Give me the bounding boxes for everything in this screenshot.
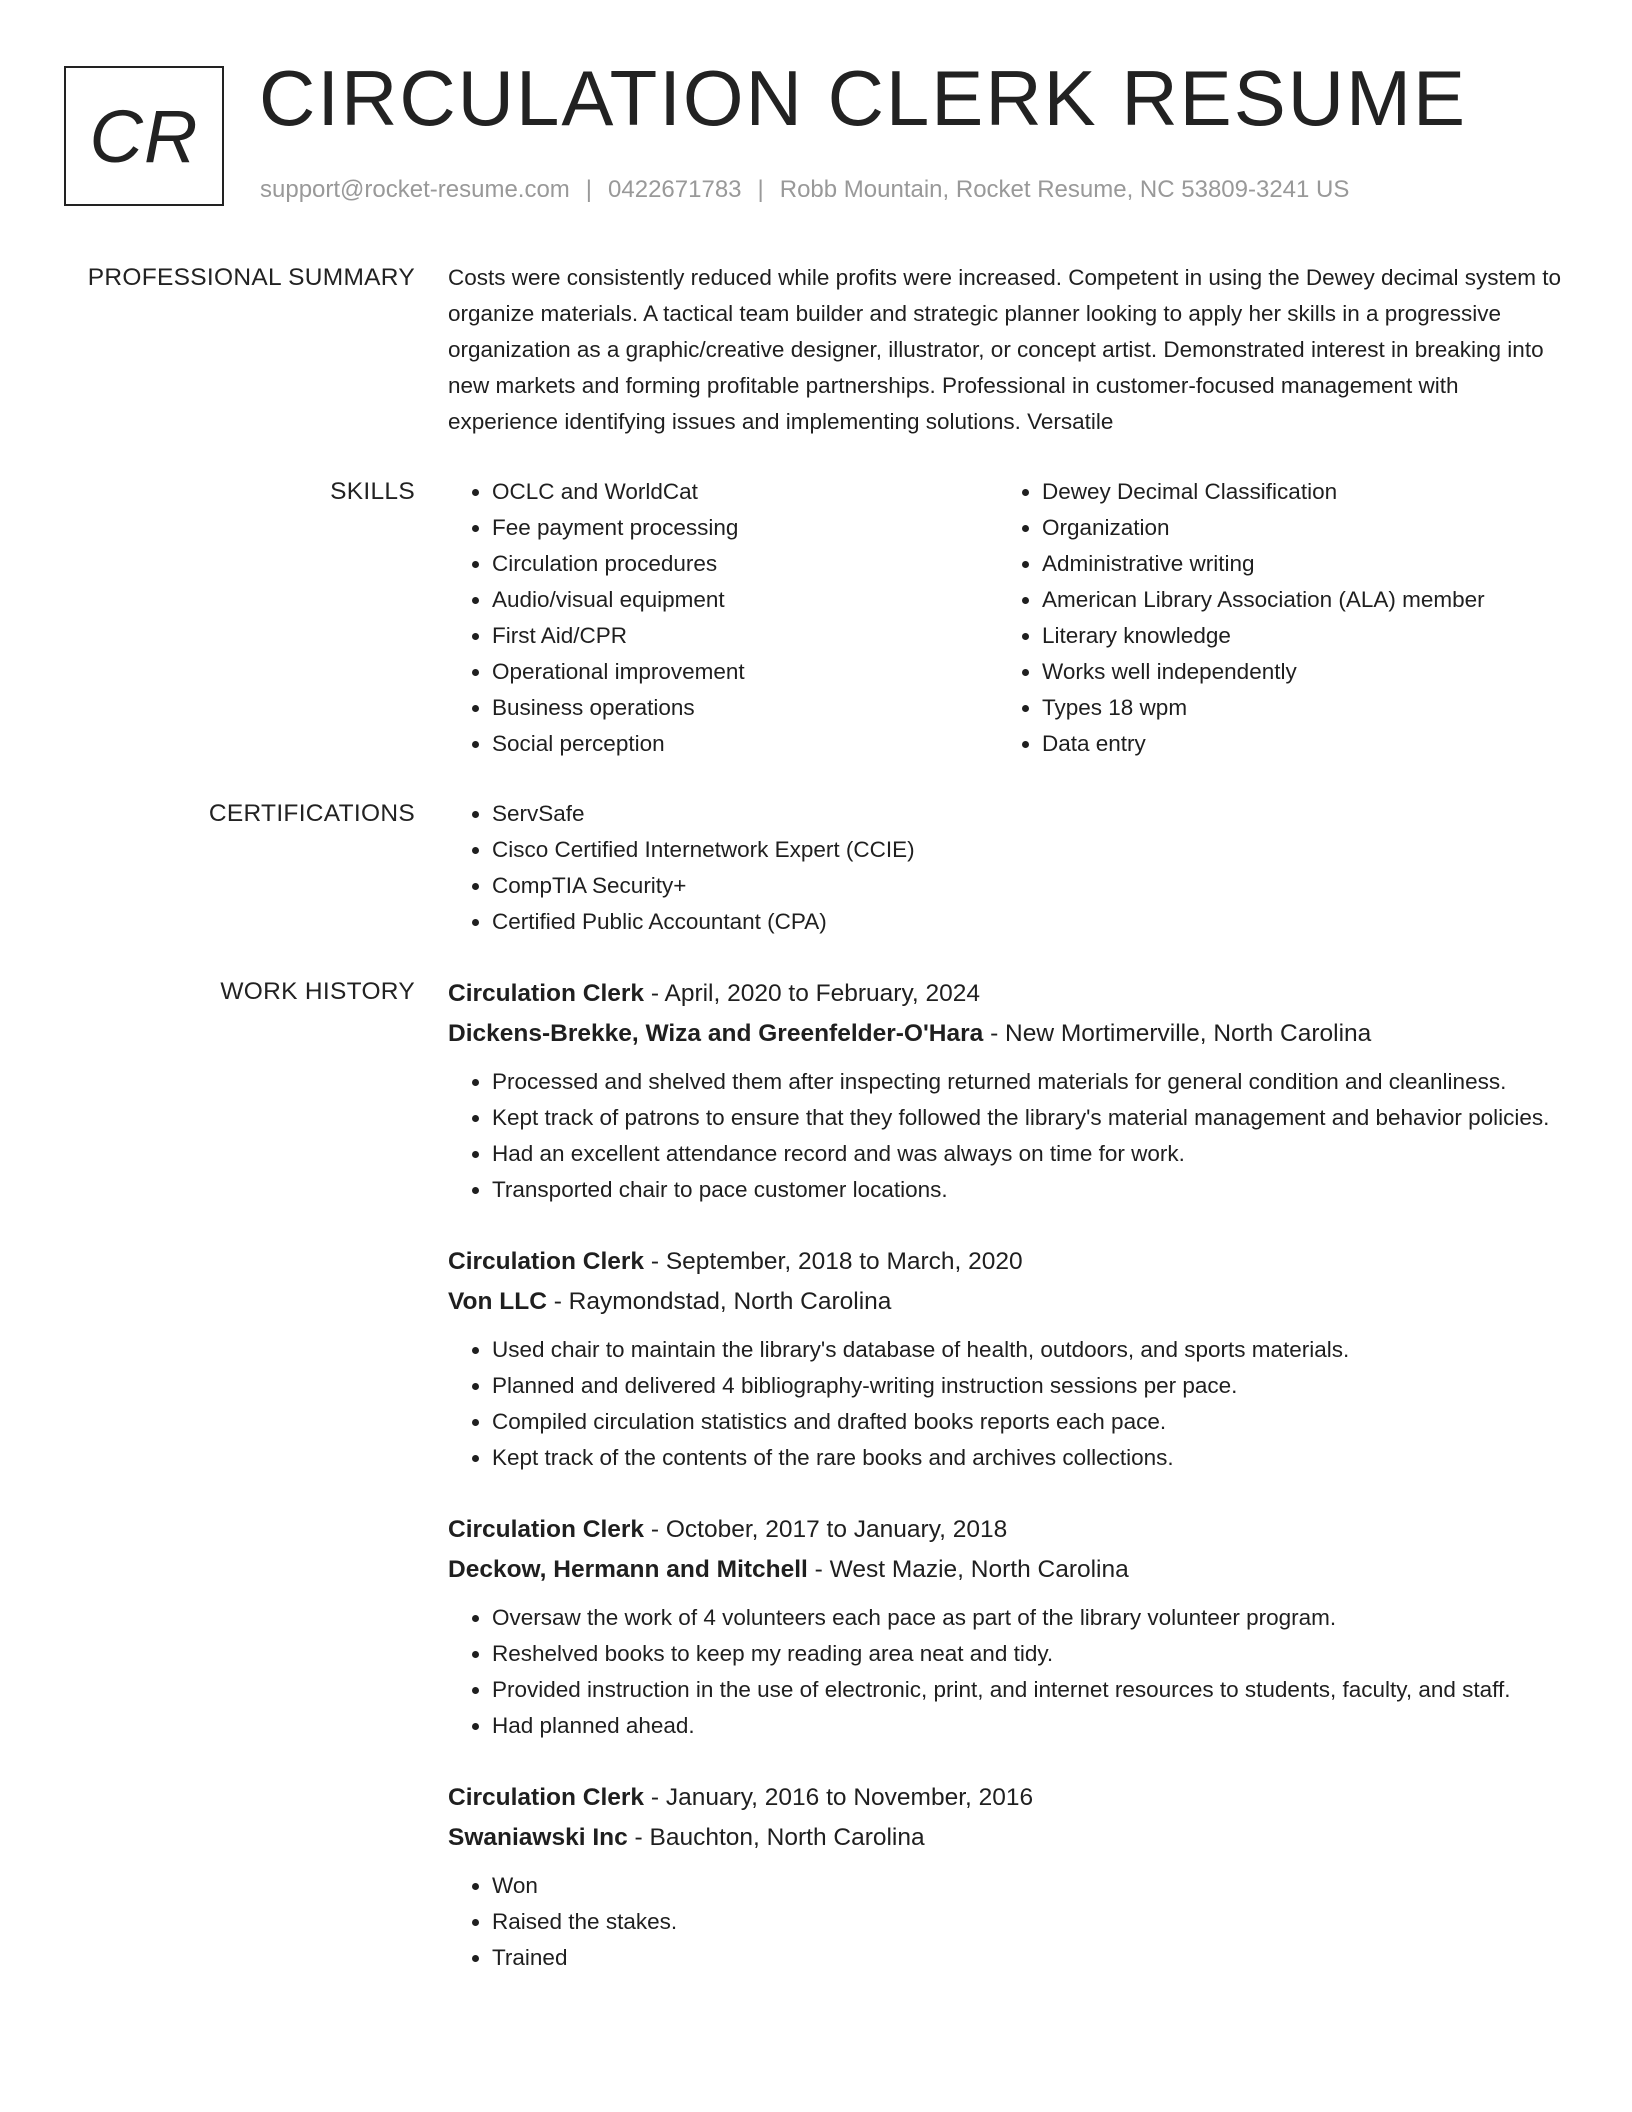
job-title: Circulation Clerk — [448, 1516, 645, 1543]
certification-item: • Cisco Certified Internetwork Expert (CCIE) — [492, 832, 1572, 868]
job-entry — [448, 974, 1572, 1208]
job-title-line — [448, 1242, 1572, 1282]
skill-item: • OCLC and WorldCat — [492, 474, 998, 510]
skill-item: • Data entry — [1042, 726, 1548, 762]
job-entry — [448, 1510, 1572, 1744]
job-bullets — [448, 1868, 1572, 1976]
skill-item: • Works well independently — [1042, 654, 1548, 690]
section-label-summary: PROFESSIONAL SUMMARY — [87, 264, 415, 291]
job-bullet: • Planned and delivered 4 bibliography-writing instruction sessions per pace. — [492, 1368, 1572, 1404]
job-title-line — [448, 974, 1572, 1014]
job-company: Von LLC — [448, 1288, 547, 1315]
job-bullet: • Raised the stakes. — [492, 1904, 1572, 1940]
skill-item: • Organization — [1042, 510, 1548, 546]
job-bullet: • Kept track of the contents of the rare books and archives collections. — [492, 1440, 1572, 1476]
skills-list-right — [998, 474, 1548, 762]
certifications-list — [448, 796, 1572, 940]
job-company-line — [448, 1818, 1572, 1858]
job-bullet: • Processed and shelved them after inspecting returned materials for general condition and cleanliness. — [492, 1064, 1572, 1100]
job-company-line — [448, 1014, 1572, 1054]
job-company-line — [448, 1282, 1572, 1322]
job-company: Dickens-Brekke, Wiza and Greenfelder-O'Hara — [448, 1020, 984, 1047]
skill-item: • American Library Association (ALA) member — [1042, 582, 1548, 618]
skill-item: • Dewey Decimal Classification — [1042, 474, 1548, 510]
summary-body — [448, 260, 1572, 440]
job-company: Deckow, Hermann and Mitchell — [448, 1556, 808, 1583]
skill-item: • Circulation procedures — [492, 546, 998, 582]
job-entry — [448, 1778, 1572, 1976]
job-bullet: • Won — [492, 1868, 1572, 1904]
skill-item: • Social perception — [492, 726, 998, 762]
section-label-skills: SKILLS — [330, 478, 415, 505]
job-title: Circulation Clerk — [448, 1784, 645, 1811]
job-bullet: • Had planned ahead. — [492, 1708, 1572, 1744]
skills-section — [0, 474, 1632, 762]
skill-item: • First Aid/CPR — [492, 618, 998, 654]
contact-phone[interactable]: 0422671783 — [608, 176, 742, 203]
contact-separator: | — [757, 176, 764, 203]
skill-item: • Literary knowledge — [1042, 618, 1548, 654]
job-bullet: • Oversaw the work of 4 volunteers each pace as part of the library volunteer program. — [492, 1600, 1572, 1636]
contact-separator: | — [585, 176, 593, 203]
job-bullet: • Reshelved books to keep my reading area neat and tidy. — [492, 1636, 1572, 1672]
summary-text: Costs were consistently reduced while profits were increased. Competent in using the Dewey decimal system to organize materials. A tactical team builder and strategic planner looking to apply her skills in a progressive organization as a graphic/creative designer, illustrator, or concept artist. Demonstrated interest in breaking into new markets and forming profitable partnerships. Professional in customer-focused management with experience identifying issues and implementing solutions. Versatile — [448, 265, 1562, 434]
job-bullet: • Used chair to maintain the library's database of health, outdoors, and sports materials. — [492, 1332, 1572, 1368]
work-history-section — [0, 974, 1632, 1976]
monogram-logo: CR — [64, 66, 224, 206]
skills-column-left — [448, 474, 998, 762]
skill-item: • Audio/visual equipment — [492, 582, 998, 618]
certification-item: • Certified Public Accountant (CPA) — [492, 904, 1572, 940]
work-history-body — [448, 974, 1572, 1976]
skills-column-right — [998, 474, 1548, 762]
job-bullet: • Had an excellent attendance record and was always on time for work. — [492, 1136, 1572, 1172]
job-bullet: • Kept track of patrons to ensure that they followed the library's material management and behavior policies. — [492, 1100, 1572, 1136]
section-label-certifications: CERTIFICATIONS — [208, 800, 415, 827]
job-location: - Raymondstad, North Carolina — [546, 1288, 892, 1315]
job-company-line — [448, 1550, 1572, 1590]
skills-list-left — [448, 474, 998, 762]
section-label-work-history: WORK HISTORY — [220, 978, 415, 1005]
skill-item: • Fee payment processing — [492, 510, 998, 546]
certification-item: • ServSafe — [492, 796, 1572, 832]
resume-title: CIRCULATION CLERK RESUME — [259, 54, 1468, 142]
job-location: - West Mazie, North Carolina — [807, 1556, 1129, 1583]
skill-item: • Business operations — [492, 690, 998, 726]
job-bullet: • Compiled circulation statistics and drafted books reports each pace. — [492, 1404, 1572, 1440]
job-dates: - October, 2017 to January, 2018 — [644, 1516, 1008, 1543]
contact-email[interactable]: support@rocket-resume.com — [260, 176, 570, 203]
job-dates: - April, 2020 to February, 2024 — [644, 980, 980, 1007]
job-bullet: • Provided instruction in the use of electronic, print, and internet resources to students, faculty, and staff. — [492, 1672, 1572, 1708]
skills-body — [448, 474, 1572, 762]
professional-summary-section — [0, 260, 1632, 440]
job-title: Circulation Clerk — [448, 980, 645, 1007]
job-bullets — [448, 1332, 1572, 1476]
skill-item: • Operational improvement — [492, 654, 998, 690]
job-company: Swaniawski Inc — [448, 1824, 628, 1851]
certifications-body — [448, 796, 1572, 940]
job-title-line — [448, 1510, 1572, 1550]
skill-item: • Administrative writing — [1042, 546, 1548, 582]
contact-line — [260, 176, 1349, 204]
contact-address: Robb Mountain, Rocket Resume, NC 53809-3241 US — [779, 176, 1350, 203]
job-dates: - January, 2016 to November, 2016 — [644, 1784, 1034, 1811]
resume-content — [0, 260, 1632, 2010]
certification-item: • CompTIA Security+ — [492, 868, 1572, 904]
job-bullet: • Trained — [492, 1940, 1572, 1976]
certifications-section — [0, 796, 1632, 940]
job-entry — [448, 1242, 1572, 1476]
job-bullets — [448, 1600, 1572, 1744]
job-title-line — [448, 1778, 1572, 1818]
job-location: - New Mortimerville, North Carolina — [983, 1020, 1372, 1047]
job-location: - Bauchton, North Carolina — [627, 1824, 925, 1851]
job-title: Circulation Clerk — [448, 1248, 645, 1275]
skill-item: • Types 18 wpm — [1042, 690, 1548, 726]
job-dates: - September, 2018 to March, 2020 — [644, 1248, 1023, 1275]
job-bullet: • Transported chair to pace customer locations. — [492, 1172, 1572, 1208]
job-bullets — [448, 1064, 1572, 1208]
